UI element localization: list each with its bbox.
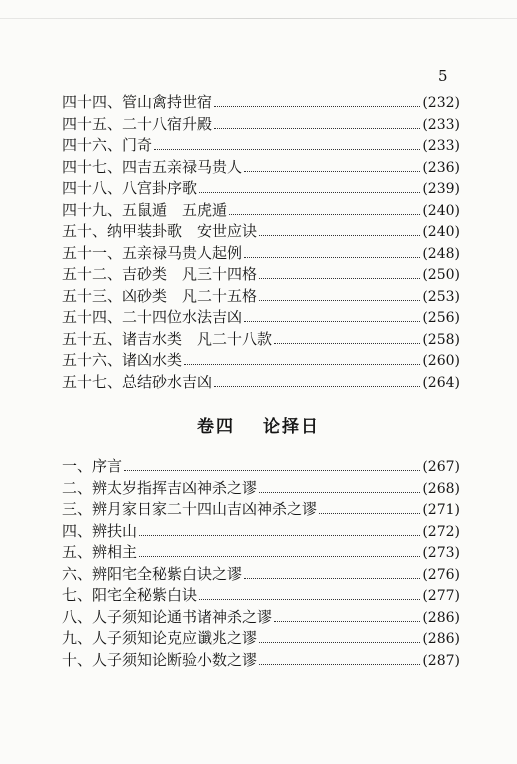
- toc-entry-label: 六、辨阳宅全秘紫白诀之谬: [62, 564, 243, 583]
- toc-entry-page: (287): [422, 652, 460, 669]
- toc-entry-page: (248): [422, 245, 460, 262]
- dot-leader: [139, 555, 420, 557]
- toc-entry-label: 十、人子须知论断验小数之谬: [62, 650, 258, 669]
- toc-entry-label: 五十四、二十四位水法吉凶: [62, 308, 243, 326]
- toc-entry-label: 三、辨月家日家二十四山吉凶神杀之谬: [62, 500, 318, 518]
- toc-entry[interactable]: [62, 564, 460, 586]
- dot-leader: [259, 234, 420, 236]
- toc-entry-page: (258): [422, 331, 460, 348]
- toc-entry[interactable]: [62, 650, 460, 672]
- toc-entry-label: 八、人子须知论通书诸神杀之谬: [62, 607, 273, 626]
- toc-entry-page: (256): [422, 310, 460, 326]
- dot-leader: [139, 534, 420, 536]
- dot-leader: [259, 299, 420, 301]
- toc-entry-page: (250): [422, 267, 460, 283]
- toc-entry-label: 五十三、凶砂类 凡二十五格: [62, 286, 258, 305]
- dot-leader: [244, 170, 420, 172]
- toc-entry-label: 二、辨太岁指挥吉凶神杀之谬: [62, 478, 258, 497]
- volume-label: 卷四: [197, 417, 235, 437]
- toc-entry-label: 五十六、诸凶水类: [62, 351, 183, 369]
- toc-entry[interactable]: [62, 178, 460, 200]
- toc-entry-label: 九、人子须知论克应谶兆之谬: [62, 629, 258, 647]
- toc-entry-page: (240): [422, 202, 460, 219]
- toc-entry[interactable]: [62, 521, 460, 543]
- toc-section-list: [62, 456, 460, 671]
- dot-leader: [244, 256, 420, 258]
- toc-entry[interactable]: [62, 114, 460, 136]
- toc-entry[interactable]: [62, 200, 460, 222]
- top-rule: [0, 18, 517, 19]
- toc-entry-page: (236): [422, 159, 460, 176]
- dot-leader: [259, 491, 420, 493]
- toc-entry-page: (286): [422, 609, 460, 626]
- toc-entry[interactable]: [62, 221, 460, 243]
- toc-entry-label: 四、辨扶山: [62, 521, 138, 540]
- toc-entry[interactable]: [62, 499, 460, 521]
- toc-entry[interactable]: [62, 478, 460, 500]
- toc-entry-label: 四十五、二十八宿升殿: [62, 114, 213, 133]
- toc-entry-page: (233): [422, 116, 460, 133]
- toc-entry-label: 五十五、诸吉水类 凡二十八款: [62, 329, 273, 348]
- toc-entry-label: 四十六、门奇: [62, 136, 153, 154]
- toc-entry-label: 五十二、吉砂类 凡三十四格: [62, 265, 258, 283]
- toc-entry-page: (264): [422, 374, 460, 391]
- toc-entry[interactable]: [62, 286, 460, 308]
- section-heading: [0, 412, 517, 437]
- toc-entry[interactable]: [62, 585, 460, 607]
- toc-entry-label: 四十四、管山禽持世宿: [62, 93, 213, 111]
- toc-entry-page: (232): [422, 95, 460, 111]
- toc-entry[interactable]: [62, 157, 460, 179]
- toc-entry-label: 四十九、五鼠遁 五虎遁: [62, 200, 228, 219]
- dot-leader: [229, 213, 420, 215]
- toc-entry[interactable]: [62, 307, 460, 329]
- dot-leader: [124, 469, 420, 471]
- toc-entry-label: 一、序言: [62, 457, 123, 475]
- dot-leader: [214, 105, 420, 107]
- toc-entry[interactable]: [62, 607, 460, 629]
- toc-entry-label: 四十八、八宫卦序歌: [62, 179, 198, 197]
- toc-entry[interactable]: [62, 372, 460, 394]
- toc-entry[interactable]: [62, 350, 460, 372]
- toc-entry[interactable]: [62, 243, 460, 265]
- toc-entry-page: (240): [422, 224, 460, 240]
- dot-leader: [184, 363, 420, 365]
- dot-leader: [199, 598, 420, 600]
- toc-entry-page: (267): [422, 459, 460, 475]
- dot-leader: [259, 641, 420, 643]
- toc-continued-list: [62, 92, 460, 393]
- toc-entry[interactable]: [62, 329, 460, 351]
- dot-leader: [154, 148, 420, 150]
- dot-leader: [244, 320, 420, 322]
- toc-entry[interactable]: [62, 456, 460, 478]
- toc-entry-page: (272): [422, 523, 460, 540]
- toc-entry-page: (277): [422, 588, 460, 604]
- dot-leader: [259, 277, 420, 279]
- dot-leader: [274, 620, 420, 622]
- toc-entry-label: 四十七、四吉五亲禄马贵人: [62, 157, 243, 176]
- dot-leader: [199, 191, 420, 193]
- dot-leader: [214, 385, 420, 387]
- toc-entry-page: (253): [422, 288, 460, 305]
- toc-entry-page: (233): [422, 138, 460, 154]
- toc-entry-page: (268): [422, 480, 460, 497]
- toc-entry[interactable]: [62, 628, 460, 650]
- toc-entry-label: 五十、纳甲装卦歌 安世应诀: [62, 222, 258, 240]
- toc-entry[interactable]: [62, 264, 460, 286]
- toc-entry[interactable]: [62, 542, 460, 564]
- toc-entry-page: (271): [422, 502, 460, 518]
- page-number: 5: [438, 67, 448, 85]
- dot-leader: [214, 127, 420, 129]
- dot-leader: [319, 512, 420, 514]
- toc-entry-page: (273): [422, 545, 460, 561]
- toc-entry[interactable]: [62, 135, 460, 157]
- dot-leader: [259, 663, 420, 665]
- toc-entry-page: (239): [422, 181, 460, 197]
- toc-entry-label: 七、阳宅全秘紫白诀: [62, 586, 198, 604]
- toc-entry-label: 五十七、总结砂水吉凶: [62, 372, 213, 391]
- section-title: 论择日: [263, 417, 320, 437]
- toc-entry-page: (286): [422, 631, 460, 647]
- toc-entry-label: 五、辨相主: [62, 543, 138, 561]
- dot-leader: [244, 577, 420, 579]
- toc-entry[interactable]: [62, 92, 460, 114]
- toc-entry-page: (276): [422, 566, 460, 583]
- toc-entry-page: (260): [422, 353, 460, 369]
- toc-entry-label: 五十一、五亲禄马贵人起例: [62, 243, 243, 262]
- dot-leader: [274, 342, 420, 344]
